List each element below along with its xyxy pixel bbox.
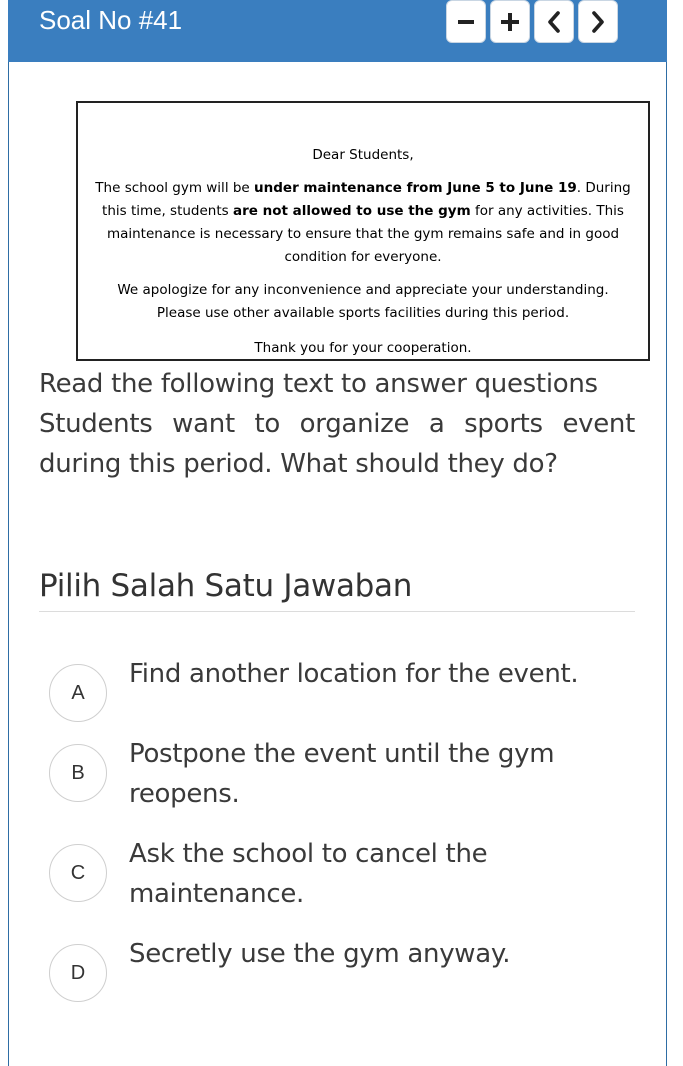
- notice-paragraph-2: We apologize for any inconvenience and appreciate your understanding. Please use other available sports facilities during this period.: [117, 282, 609, 321]
- question-number-title: Soal No #41: [39, 5, 183, 35]
- notice-thanks: Thank you for your cooperation.: [254, 340, 472, 356]
- minus-icon: [457, 13, 475, 31]
- question-header: [8, 0, 667, 62]
- option-letter[interactable]: B: [49, 744, 107, 802]
- option-text[interactable]: Find another location for the event.: [129, 659, 579, 689]
- notice-image: [76, 101, 650, 361]
- option-text[interactable]: Postpone the event until the gym reopens.: [129, 739, 555, 809]
- zoom-in-button[interactable]: [490, 0, 530, 43]
- option-text[interactable]: Ask the school to cancel the maintenance.: [129, 839, 488, 909]
- next-question-button[interactable]: [578, 0, 618, 43]
- option-letter[interactable]: D: [49, 944, 107, 1002]
- question-instruction: Read the following text to answer questions: [39, 369, 598, 399]
- chevron-right-icon: [590, 11, 606, 33]
- previous-question-button[interactable]: [534, 0, 574, 43]
- option-letter[interactable]: C: [49, 844, 107, 902]
- plus-icon: [500, 12, 520, 32]
- notice-greeting: Dear Students,: [312, 147, 414, 163]
- question-text: [39, 364, 635, 484]
- question-prompt: Students want to organize a sports event during this period. What should they do?: [39, 409, 635, 479]
- zoom-out-button[interactable]: [446, 0, 486, 43]
- chevron-left-icon: [546, 11, 562, 33]
- option-letter[interactable]: A: [49, 664, 107, 722]
- notice-paragraph-1: The school gym will be under maintenance from June 5 to June 19. During this time, students are not allowed to use the gym for any activities. This maintenance is necessary to ensure that the gym remains safe and in good condition for everyone.: [95, 180, 631, 265]
- answer-section-label: Pilih Salah Satu Jawaban: [39, 566, 635, 612]
- header-controls: [446, 0, 618, 43]
- option-text[interactable]: Secretly use the gym anyway.: [129, 939, 511, 969]
